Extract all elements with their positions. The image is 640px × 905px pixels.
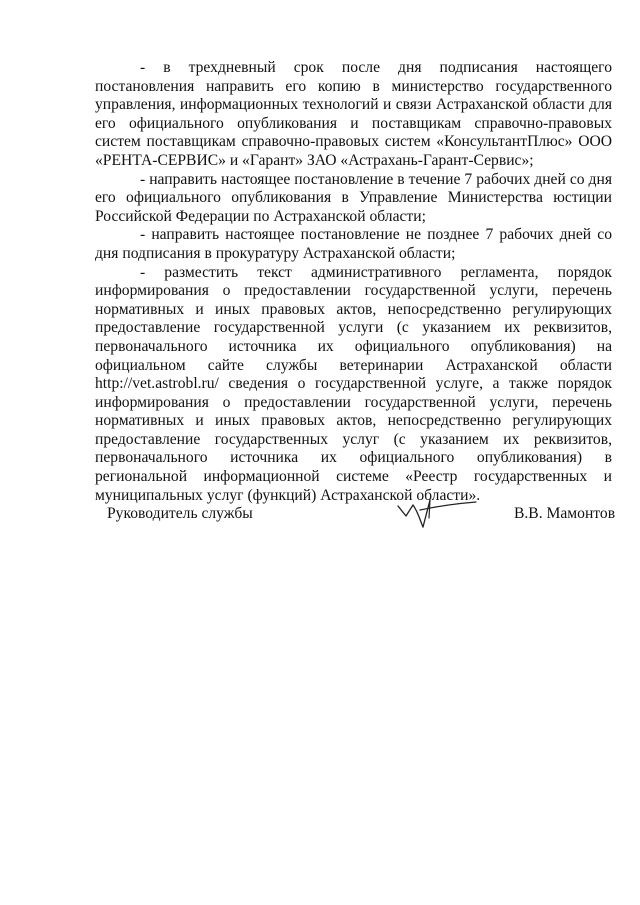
paragraph-send-ministry-justice: - направить настоящее постановление в течение 7 рабочих дней со дня его официального опубликования в Управление Министерства юстиции Российской Федерации по Астраханской области; bbox=[95, 170, 612, 225]
paragraph-publish-regulation: - разместить текст административного регламента, порядок информирования о предоставлении государственной услуги, перечень нормативных и иных правовых актов, непосредственно регулирующих предоставление государственной услуги (с указанием их реквизитов, первоначального источника их официального опубликования) на официальном сайте службы ветеринарии Астраханской области http://vet.astrobl.ru/ сведения о государственной услуге, а также порядок информирования о предоставлении государственной услуги, перечень нормативных и иных правовых актов, непосредственно регулирующих предоставление государственных услуг (с указанием их реквизитов, первоначального источника их официального опубликования) в региональной информационной системе «Реестр государственных и муниципальных услуг (функций) Астраханской области». bbox=[95, 263, 612, 504]
signatory-name: В.В. Мамонтов bbox=[514, 505, 616, 522]
paragraph-send-copy: - в трехдневный срок после дня подписания настоящего постановления направить его копию в министерство государственного управления, информационных технологий и связи Астраханской области для его официального опубликования и поставщикам справочно-правовых систем поставщикам справочно-правовых систем «КонсультантПлюс» ООО «РЕНТА-СЕРВИС» и «Гарант» ЗАО «Астрахань-Гарант-Сервис»; bbox=[95, 59, 612, 169]
paragraph-send-prosecutor: - направить настоящее постановление не позднее 7 рабочих дней со дня подписания в прокуратуру Астраханской области; bbox=[95, 226, 612, 262]
signature-block bbox=[0, 492, 640, 532]
signatory-position: Руководитель службы bbox=[107, 505, 253, 522]
document-body bbox=[95, 59, 612, 505]
handwritten-signature bbox=[396, 492, 478, 532]
